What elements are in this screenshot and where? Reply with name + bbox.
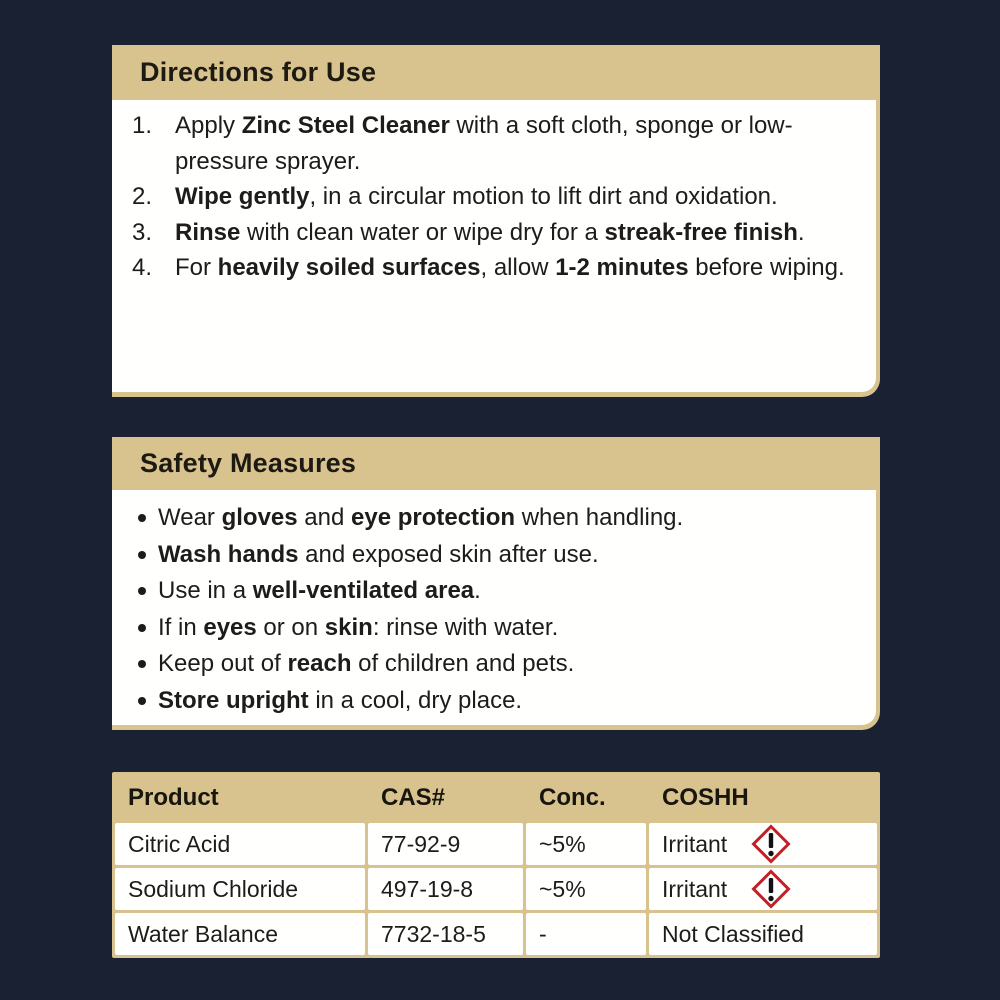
- coshh-label: Irritant: [662, 875, 728, 902]
- bullet-column: [130, 646, 158, 668]
- direction-item: [130, 179, 858, 215]
- bullet-icon: [138, 660, 146, 668]
- cell-conc: ~5%: [526, 823, 646, 865]
- bullet-icon: [138, 697, 146, 705]
- safety-item: [130, 573, 858, 610]
- cell-cas: 7732-18-5: [368, 913, 523, 955]
- table-header-cell: Product: [128, 783, 219, 811]
- safety-text: Store upright in a cool, dry place.: [158, 686, 523, 714]
- direction-text: For heavily soiled surfaces, allow 1-2 minutes before wiping.: [175, 254, 845, 281]
- cell-cas: 497-19-8: [368, 868, 523, 910]
- bullet-column: [130, 610, 158, 632]
- safety-text: Wash hands and exposed skin after use.: [158, 540, 599, 568]
- table-header-cell: CAS#: [381, 783, 446, 811]
- direction-number: 3.: [132, 218, 153, 246]
- cell-product: Sodium Chloride: [115, 868, 365, 910]
- safety-item: [130, 500, 858, 537]
- direction-text: Rinse with clean water or wipe dry for a streak-free finish.: [175, 218, 805, 246]
- safety-text: Wear gloves and eye protection when handling.: [158, 504, 684, 531]
- safety-text: Keep out of reach of children and pets.: [158, 650, 575, 677]
- table-header-cell: Conc.: [539, 783, 606, 811]
- cell-conc: ~5%: [526, 868, 646, 910]
- directions-card: [112, 45, 880, 397]
- safety-item: [130, 537, 858, 574]
- direction-number: 4.: [132, 254, 153, 281]
- coshh-label: Not Classified: [662, 920, 804, 947]
- safety-list: [112, 490, 876, 725]
- direction-item: [130, 215, 858, 251]
- cell-coshh: [649, 913, 877, 955]
- bullet-column: [130, 537, 158, 559]
- bullet-column: [130, 683, 158, 705]
- cell-conc: -: [526, 913, 646, 955]
- cell-coshh: [649, 823, 877, 865]
- coshh-label: Irritant: [662, 830, 728, 857]
- ingredients-table: [112, 772, 880, 958]
- safety-item: [130, 646, 858, 683]
- cell-coshh: [649, 868, 877, 910]
- direction-number: 2.: [132, 183, 153, 210]
- safety-text: Use in a well-ventilated area.: [158, 577, 481, 604]
- safety-item: [130, 683, 858, 720]
- direction-text: Wipe gently, in a circular motion to lift dirt and oxidation.: [175, 183, 778, 210]
- safety-card-title: Safety Measures: [140, 448, 357, 478]
- cell-product: Citric Acid: [115, 823, 365, 865]
- direction-item: [130, 108, 858, 179]
- cell-product: Water Balance: [115, 913, 365, 955]
- bullet-icon: [138, 514, 146, 522]
- direction-text: Apply Zinc Steel Cleaner with a soft cloth, sponge or low-pressure sprayer.: [175, 112, 793, 175]
- bullet-icon: [138, 551, 146, 559]
- safety-text: If in eyes or on skin: rinse with water.: [158, 613, 559, 641]
- safety-card: [112, 437, 880, 730]
- table-header-cell: COSHH: [662, 783, 749, 811]
- safety-item: [130, 610, 858, 647]
- cell-cas: 77-92-9: [368, 823, 523, 865]
- bullet-column: [130, 500, 158, 522]
- ghs-exclamation-icon: [751, 824, 791, 864]
- directions-list: [112, 100, 876, 392]
- bullet-icon: [138, 587, 146, 595]
- direction-item: [130, 250, 858, 286]
- bullet-icon: [138, 624, 146, 632]
- bullet-column: [130, 573, 158, 595]
- direction-number: 1.: [132, 112, 153, 139]
- ghs-exclamation-icon: [751, 869, 791, 909]
- directions-card-title: Directions for Use: [140, 57, 377, 87]
